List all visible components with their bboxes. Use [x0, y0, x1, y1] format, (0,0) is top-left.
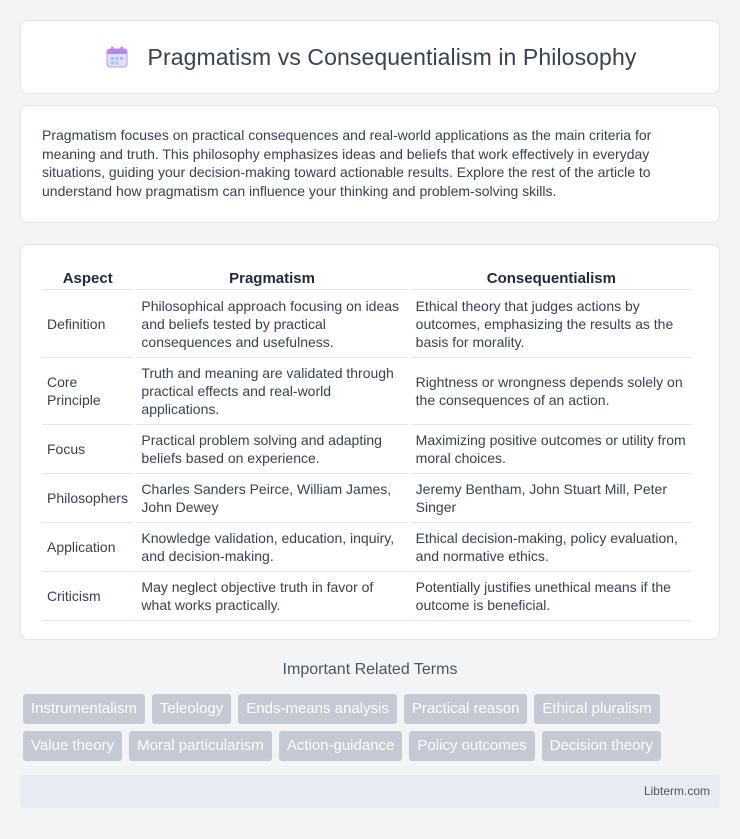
column-header-pragmatism: Pragmatism	[136, 263, 407, 290]
intro-card	[20, 105, 720, 223]
table-row	[42, 572, 692, 621]
related-terms-heading: Important Related Terms	[282, 661, 458, 678]
related-term-tag[interactable]: Instrumentalism	[23, 694, 145, 724]
column-header-consequentialism: Consequentialism	[411, 263, 692, 290]
consequentialism-cell: Ethical decision-making, policy evaluation, and normative ethics.	[411, 523, 692, 572]
aspect-cell: Focus	[42, 425, 133, 474]
table-row	[42, 358, 692, 425]
related-term-tag[interactable]: Value theory	[23, 731, 122, 761]
consequentialism-cell: Rightness or wrongness depends solely on the consequences of an action.	[411, 358, 692, 425]
consequentialism-cell: Potentially justifies unethical means if the outcome is beneficial.	[411, 572, 692, 621]
table-header-row	[42, 263, 692, 290]
aspect-cell: Definition	[42, 290, 133, 358]
consequentialism-cell: Ethical theory that judges actions by outcomes, emphasizing the results as the basis for morality.	[411, 290, 692, 358]
page-title: Pragmatism vs Consequentialism in Philosophy	[147, 43, 637, 70]
pragmatism-cell: Practical problem solving and adapting beliefs based on experience.	[136, 425, 407, 474]
comparison-table-card	[20, 244, 720, 640]
pragmatism-cell: Truth and meaning are validated through practical effects and real-world applications.	[136, 358, 407, 425]
header-card	[20, 20, 720, 94]
table-row	[42, 523, 692, 572]
pragmatism-cell: Philosophical approach focusing on ideas and beliefs tested by practical consequences and usefulness.	[136, 290, 407, 358]
column-header-aspect: Aspect	[42, 263, 133, 290]
pragmatism-cell: Knowledge validation, education, inquiry, and decision-making.	[136, 523, 407, 572]
related-term-tag[interactable]: Policy outcomes	[409, 731, 534, 761]
footer-site-link[interactable]: Libterm.com	[643, 784, 710, 798]
aspect-cell: Philosophers	[42, 474, 133, 523]
intro-paragraph: Pragmatism focuses on practical consequences and real-world applications as the main criteria for meaning and truth. This philosophy emphasizes ideas and beliefs that work effectively in everyday situations, guiding your decision-making toward actionable results. Explore the rest of the article to understand how pragmatism can influence your thinking and problem-solving skills.	[42, 127, 652, 199]
pragmatism-cell: Charles Sanders Peirce, William James, John Dewey	[136, 474, 407, 523]
table-row	[42, 474, 692, 523]
aspect-cell: Core Principle	[42, 358, 133, 425]
related-term-tag[interactable]: Moral particularism	[129, 731, 272, 761]
calendar-icon	[104, 44, 130, 70]
related-term-tag[interactable]: Teleology	[152, 694, 231, 724]
table-row	[42, 425, 692, 474]
comparison-table	[39, 263, 695, 621]
consequentialism-cell: Maximizing positive outcomes or utility from moral choices.	[411, 425, 692, 474]
aspect-cell: Criticism	[42, 572, 133, 621]
related-term-tag[interactable]: Action-guidance	[279, 731, 403, 761]
related-terms-list	[23, 694, 723, 768]
pragmatism-cell: May neglect objective truth in favor of what works practically.	[136, 572, 407, 621]
footer	[20, 775, 720, 808]
related-terms-row	[23, 694, 723, 724]
related-term-tag[interactable]: Ends-means analysis	[238, 694, 397, 724]
related-terms-row	[23, 731, 723, 761]
aspect-cell: Application	[42, 523, 133, 572]
related-term-tag[interactable]: Decision theory	[542, 731, 661, 761]
consequentialism-cell: Jeremy Bentham, John Stuart Mill, Peter Singer	[411, 474, 692, 523]
table-row	[42, 290, 692, 358]
related-term-tag[interactable]: Ethical pluralism	[534, 694, 659, 724]
related-term-tag[interactable]: Practical reason	[404, 694, 528, 724]
